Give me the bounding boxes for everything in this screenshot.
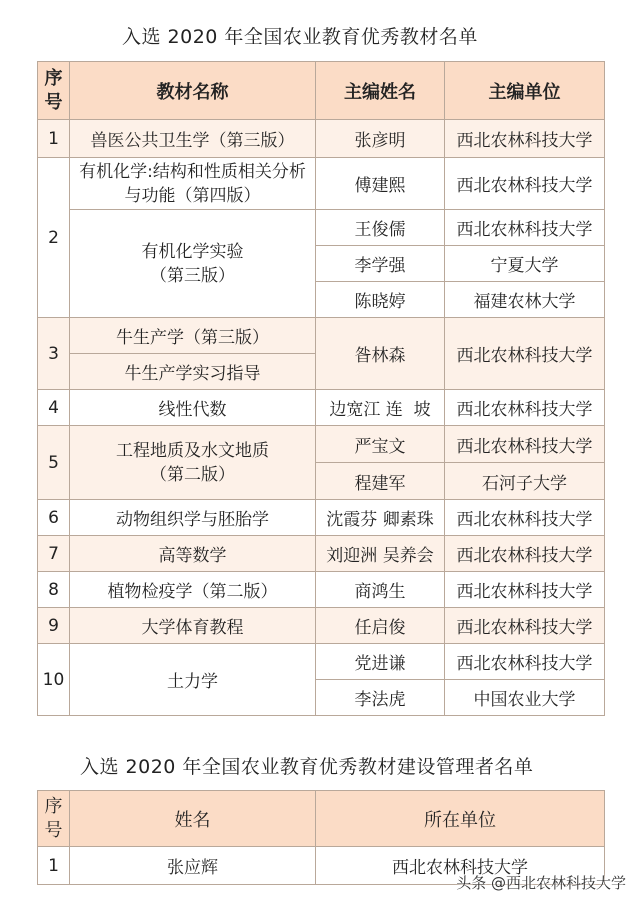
row-no: 1 bbox=[38, 847, 70, 885]
textbook-table bbox=[37, 61, 605, 716]
editor-unit: 西北农林科技大学 bbox=[445, 318, 605, 390]
header-no-text: 序 号 bbox=[44, 67, 63, 113]
editor-unit: 福建农林大学 bbox=[445, 282, 605, 318]
table-row bbox=[38, 120, 605, 158]
header-no bbox=[38, 791, 70, 847]
table-row bbox=[38, 158, 605, 210]
table-row bbox=[38, 644, 605, 680]
table-header-row bbox=[38, 62, 605, 120]
watermark-text: 头条 @西北农林科技大学 bbox=[456, 874, 626, 892]
page-title: 入选 2020 年全国农业教育优秀教材名单 bbox=[122, 26, 478, 48]
editor-unit: 石河子大学 bbox=[445, 463, 605, 500]
editor-unit: 西北农林科技大学 bbox=[445, 608, 605, 644]
book-name: 兽医公共卫生学（第三版） bbox=[70, 120, 316, 158]
header-editor: 主编姓名 bbox=[316, 62, 445, 120]
header-no-text: 序 号 bbox=[44, 795, 63, 841]
editor-unit: 西北农林科技大学 bbox=[445, 426, 605, 463]
editor-name: 商鸿生 bbox=[316, 572, 445, 608]
row-no: 4 bbox=[38, 390, 70, 426]
book-name: 线性代数 bbox=[70, 390, 316, 426]
editor-name: 党进谦 bbox=[316, 644, 445, 680]
row-no: 8 bbox=[38, 572, 70, 608]
book-name: 大学体育教程 bbox=[70, 608, 316, 644]
row-no: 9 bbox=[38, 608, 70, 644]
manager-unit: 西北农林科技大学 bbox=[316, 847, 605, 885]
book-name: 有机化学实验 （第三版） bbox=[70, 210, 316, 318]
manager-table bbox=[37, 790, 605, 885]
editor-name: 刘迎洲 吴养会 bbox=[316, 536, 445, 572]
book-name: 植物检疫学（第二版） bbox=[70, 572, 316, 608]
header-unit: 所在单位 bbox=[316, 791, 605, 847]
table-row bbox=[38, 536, 605, 572]
book-name: 牛生产学实习指导 bbox=[70, 354, 316, 390]
table-row bbox=[38, 426, 605, 463]
editor-name: 任启俊 bbox=[316, 608, 445, 644]
editor-name: 傅建熙 bbox=[316, 158, 445, 210]
section-title: 入选 2020 年全国农业教育优秀教材建设管理者名单 bbox=[80, 756, 534, 778]
book-name: 工程地质及水文地质 （第二版） bbox=[70, 426, 316, 500]
book-name: 牛生产学（第三版） bbox=[70, 318, 316, 354]
editor-name: 严宝文 bbox=[316, 426, 445, 463]
table-row bbox=[38, 572, 605, 608]
table-header-row bbox=[38, 791, 605, 847]
row-no: 2 bbox=[38, 158, 70, 318]
row-no: 5 bbox=[38, 426, 70, 500]
book-name: 高等数学 bbox=[70, 536, 316, 572]
row-no: 3 bbox=[38, 318, 70, 390]
editor-unit: 宁夏大学 bbox=[445, 246, 605, 282]
editor-name: 李学强 bbox=[316, 246, 445, 282]
table-row bbox=[38, 318, 605, 354]
header-unit: 主编单位 bbox=[445, 62, 605, 120]
editor-name: 沈霞芬 卿素珠 bbox=[316, 500, 445, 536]
row-no: 1 bbox=[38, 120, 70, 158]
editor-name: 陈晓婷 bbox=[316, 282, 445, 318]
editor-name: 张彦明 bbox=[316, 120, 445, 158]
row-no: 6 bbox=[38, 500, 70, 536]
table-row bbox=[38, 608, 605, 644]
editor-name: 程建军 bbox=[316, 463, 445, 500]
editor-name: 昝林森 bbox=[316, 318, 445, 390]
book-name: 土力学 bbox=[70, 644, 316, 716]
book-name: 有机化学:结构和性质相关分析与功能（第四版） bbox=[70, 158, 316, 210]
editor-unit: 西北农林科技大学 bbox=[445, 120, 605, 158]
table-row bbox=[38, 390, 605, 426]
editor-unit: 中国农业大学 bbox=[445, 680, 605, 716]
table-row bbox=[38, 210, 605, 246]
row-no: 10 bbox=[38, 644, 70, 716]
editor-unit: 西北农林科技大学 bbox=[445, 644, 605, 680]
row-no: 7 bbox=[38, 536, 70, 572]
editor-unit: 西北农林科技大学 bbox=[445, 210, 605, 246]
header-name: 姓名 bbox=[70, 791, 316, 847]
editor-unit: 西北农林科技大学 bbox=[445, 572, 605, 608]
editor-name: 王俊儒 bbox=[316, 210, 445, 246]
editor-name: 边宽江 连 坡 bbox=[316, 390, 445, 426]
book-name: 动物组织学与胚胎学 bbox=[70, 500, 316, 536]
editor-unit: 西北农林科技大学 bbox=[445, 158, 605, 210]
header-no bbox=[38, 62, 70, 120]
editor-name: 李法虎 bbox=[316, 680, 445, 716]
header-book: 教材名称 bbox=[70, 62, 316, 120]
editor-unit: 西北农林科技大学 bbox=[445, 390, 605, 426]
editor-unit: 西北农林科技大学 bbox=[445, 500, 605, 536]
manager-name: 张应辉 bbox=[70, 847, 316, 885]
table-row bbox=[38, 500, 605, 536]
editor-unit: 西北农林科技大学 bbox=[445, 536, 605, 572]
